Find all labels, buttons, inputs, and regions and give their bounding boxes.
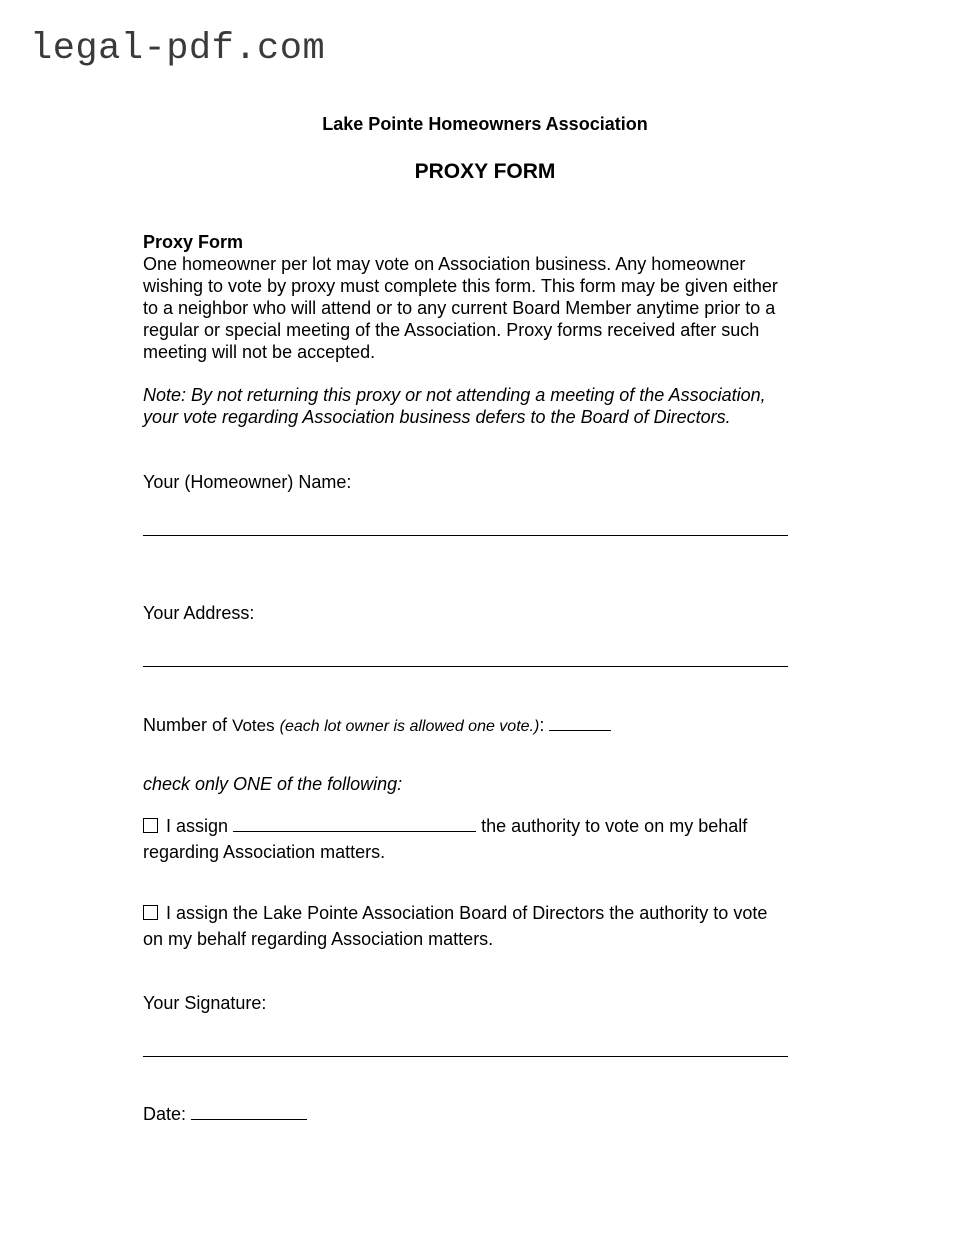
watermark: legal-pdf.com — [30, 28, 326, 70]
intro-line-4: regular or special meeting of the Association. Proxy forms received after such — [143, 320, 760, 340]
date-label: Date: — [143, 1104, 187, 1124]
option-assign-board — [143, 900, 833, 952]
options-instruction: check only ONE of the following: — [143, 774, 403, 794]
note-line-2: your vote regarding Association business defers to the Board of Directors. — [143, 407, 731, 427]
intro-line-1: One homeowner per lot may vote on Association business. Any homeowner — [143, 254, 746, 274]
option1-text-end: the authority to vote on my behalf — [481, 816, 748, 836]
name-field[interactable] — [143, 535, 788, 536]
intro-line-2: wishing to vote by proxy must complete this form. This form may be given either — [143, 276, 778, 296]
votes-row — [143, 712, 833, 738]
date-field[interactable] — [191, 1101, 307, 1120]
option2-line-1: I assign the Lake Pointe Association Board of Directors the authority to vote — [166, 903, 768, 923]
votes-colon: : — [539, 715, 545, 735]
votes-field[interactable] — [549, 712, 611, 731]
option-assign-person — [143, 813, 833, 865]
note-section — [143, 384, 833, 428]
intro-line-5: meeting will not be accepted. — [143, 342, 376, 362]
checkbox-assign-person[interactable] — [143, 818, 158, 833]
proxy-name-field[interactable] — [233, 813, 476, 832]
option1-line-2: regarding Association matters. — [143, 842, 386, 862]
checkbox-assign-board[interactable] — [143, 905, 158, 920]
option1-text-start: I assign — [166, 816, 229, 836]
signature-field[interactable] — [143, 1056, 788, 1057]
note-line-1: Note: By not returning this proxy or not attending a meeting of the Association, — [143, 385, 766, 405]
option2-line-2: on my behalf regarding Association matters. — [143, 929, 494, 949]
votes-note: (each lot owner is allowed one vote.) — [279, 718, 540, 735]
intro-heading: Proxy Form — [143, 232, 244, 252]
page-title: PROXY FORM — [414, 160, 556, 183]
intro-line-3: to a neighbor who will attend or to any current Board Member anytime prior to a — [143, 298, 776, 318]
date-row — [143, 1101, 833, 1125]
signature-label: Your Signature: — [143, 993, 267, 1013]
votes-label-prefix: Number of — [143, 715, 228, 735]
address-label: Your Address: — [143, 603, 255, 623]
name-label: Your (Homeowner) Name: — [143, 472, 352, 492]
votes-label-word: Votes — [232, 716, 275, 735]
intro-section — [143, 231, 833, 363]
organization-title: Lake Pointe Homeowners Association — [322, 114, 648, 134]
address-field[interactable] — [143, 666, 788, 667]
